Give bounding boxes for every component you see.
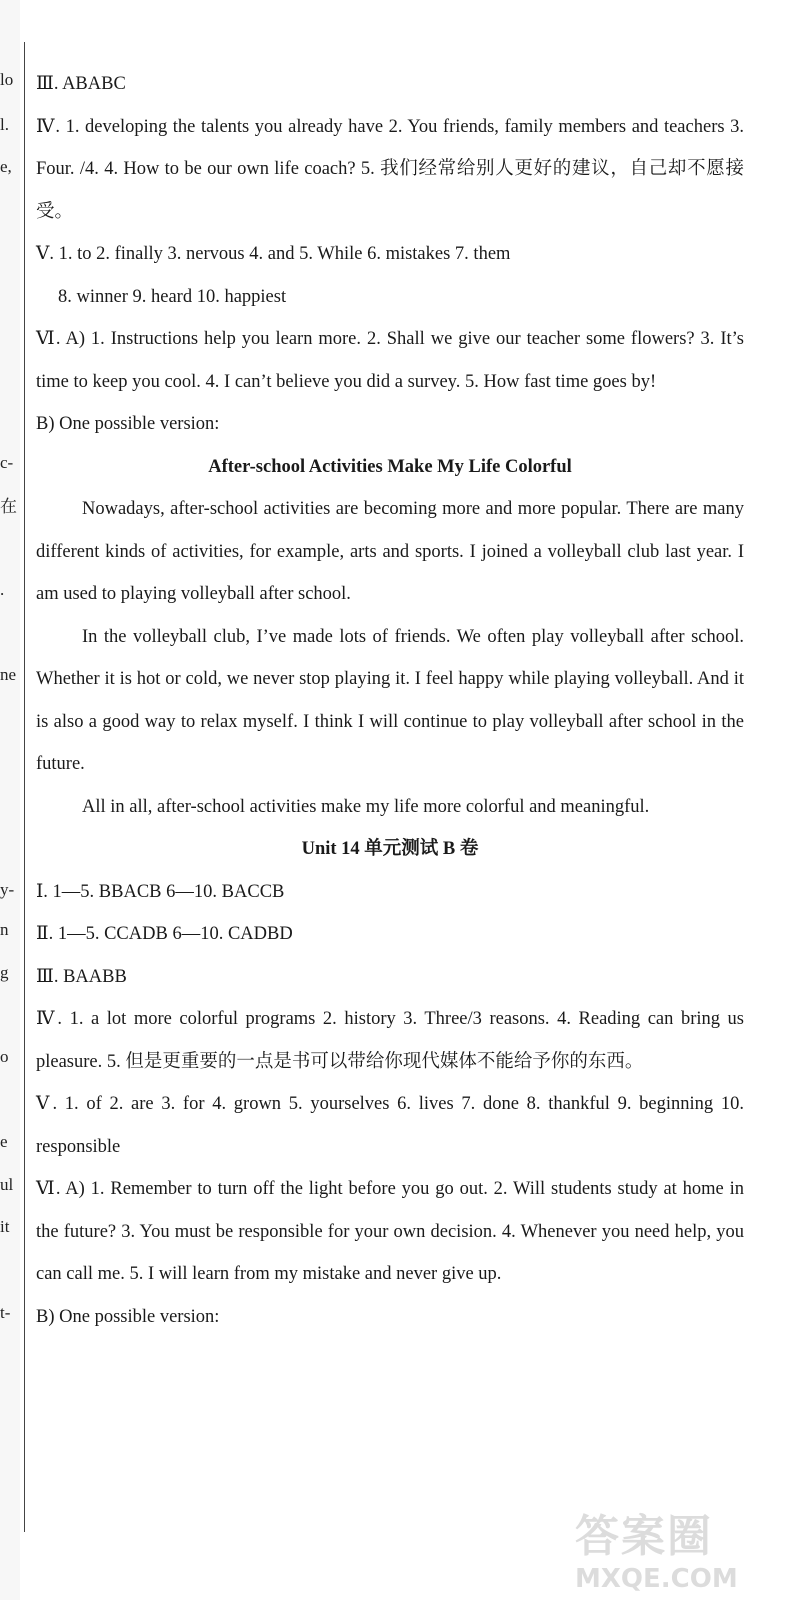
gutter-fragment: ul [0, 1175, 14, 1194]
answer-section-6a: Ⅵ. A) 1. Instructions help you learn more. 2. Shall we give our teacher some flowers? 3. It’s time to keep you cool. 4. I can’t believe you did a survey. 5. How fast time goes by! [36, 329, 744, 392]
essay-paragraph: Nowadays, after-school activities are becoming more and more popular. There are many different kinds of activities, for example, arts and sports. I joined a volleyball club last year. I am used to playing volleyball after school. [36, 499, 744, 604]
page-gutter [0, 0, 20, 1600]
essay-title: After-school Activities Make My Life Colorful [208, 456, 572, 477]
watermark-logo [575, 1500, 775, 1594]
answer-section-4: Ⅳ. 1. developing the talents you already have 2. You friends, family members and teachers 3. Four. /4. 4. How to be our own life coach? 5. 我们经常给别人更好的建议，自己却不愿接受。 [36, 116, 744, 222]
gutter-fragment: o [0, 1047, 9, 1066]
gutter-fragment: n [0, 920, 9, 939]
gutter-fragment: . [0, 580, 5, 599]
answer-section-6b: B) One possible version: [36, 414, 220, 434]
gutter-fragment: g [0, 963, 9, 982]
answer-section-3: Ⅲ. BAABB [36, 966, 127, 987]
essay-paragraph: In the volleyball club, I’ve made lots of friends. We often play volleyball after school. Whether it is hot or cold, we never stop playing it. I feel happy while playing volleyball. And it is also a good way to relax myself. I think I will continue to play volleyball after school in the future. [36, 626, 744, 774]
gutter-fragment: c- [0, 453, 14, 472]
answer-section-6b: B) One possible version: [36, 1306, 220, 1327]
gutter-fragment: 在 [0, 497, 17, 516]
gutter-fragment: t- [0, 1303, 11, 1322]
column-divider [24, 42, 25, 1532]
answer-section-3: Ⅲ. ABABC [36, 74, 126, 94]
answer-section-6a: Ⅵ. A) 1. Remember to turn off the light before you go out. 2. Will students study at home in the future? 3. You must be responsible for your own decision. 4. Whenever you need help, you can call me. 5. I will learn from my mistake and never give up. [36, 1179, 744, 1284]
answer-section-5-cont: 8. winner 9. heard 10. happiest [58, 286, 287, 307]
answer-section-5: Ⅴ. 1. to 2. finally 3. nervous 4. and 5. While 6. mistakes 7. them [36, 244, 511, 264]
answer-section-4: Ⅳ. 1. a lot more colorful programs 2. history 3. Three/3 reasons. 4. Reading can bring us pleasure. 5. 但是更重要的一点是书可以带给你现代媒体不能给予你的东西。 [36, 1009, 744, 1072]
essay-paragraph: All in all, after-school activities make my life more colorful and meaningful. [82, 796, 650, 817]
answer-section-2: Ⅱ. 1—5. CCADB 6—10. CADBD [36, 924, 293, 944]
gutter-fragment: y- [0, 880, 15, 899]
unit-heading: Unit 14 单元测试 B 卷 [301, 839, 479, 859]
gutter-fragment: e, [0, 157, 12, 176]
gutter-fragment: lo [0, 70, 14, 89]
watermark-url: MXQE.COM [575, 1564, 738, 1594]
gutter-fragment: e [0, 1132, 8, 1151]
answer-page [36, 63, 744, 1338]
gutter-fragment: it [0, 1217, 10, 1236]
gutter-fragment: ne [0, 665, 17, 684]
answer-section-5: Ⅴ. 1. of 2. are 3. for 4. grown 5. yourselves 6. lives 7. done 8. thankful 9. beginning 10. responsible [36, 1094, 744, 1157]
watermark-text: 答案圈 [575, 1511, 713, 1562]
gutter-fragment: l. [0, 115, 9, 134]
answer-section-1: Ⅰ. 1—5. BBACB 6—10. BACCB [36, 881, 285, 902]
